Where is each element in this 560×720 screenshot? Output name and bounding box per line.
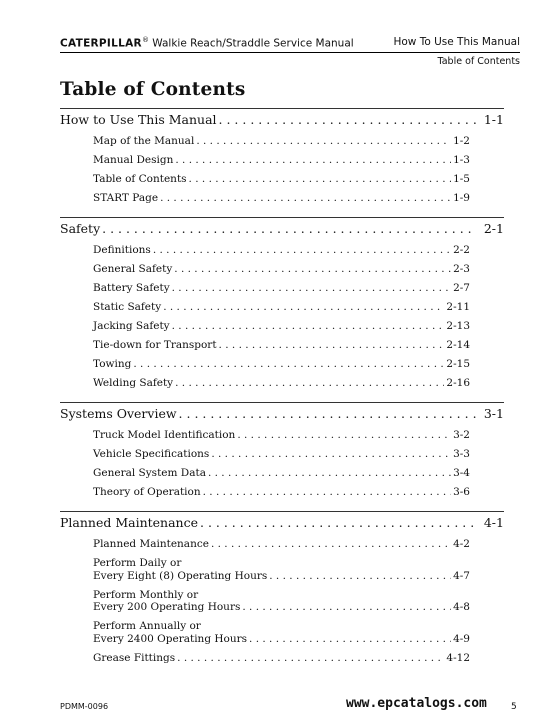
- dot-leader: [175, 377, 444, 390]
- dot-leader: [163, 301, 444, 314]
- entry-page: 4-7: [453, 569, 470, 582]
- toc-entry[interactable]: [93, 486, 470, 499]
- dot-leader: [237, 429, 451, 442]
- entry-page: 3-2: [453, 428, 470, 441]
- watermark: www.epcatalogs.com: [346, 696, 487, 711]
- dot-leader: [133, 358, 444, 371]
- table-of-contents: [60, 108, 504, 677]
- page-title: Table of Contents: [60, 79, 246, 100]
- toc-section: [60, 402, 504, 511]
- toc-entry[interactable]: [93, 538, 470, 551]
- entry-title: Manual Design: [93, 153, 174, 166]
- dot-leader: [200, 512, 476, 534]
- dot-leader: [219, 339, 445, 352]
- section-entries: [60, 240, 470, 402]
- toc-entry[interactable]: [93, 377, 470, 390]
- section-page: 1-1: [483, 112, 504, 127]
- page-number: 5: [511, 702, 517, 712]
- entry-title: Every Eight (8) Operating Hours: [93, 569, 268, 582]
- section-entries: [60, 425, 470, 511]
- entry-page: 1-3: [453, 153, 470, 166]
- header-subsection: Table of Contents: [437, 56, 520, 67]
- entry-title: Jacking Safety: [93, 319, 170, 332]
- dot-leader: [211, 538, 451, 551]
- section-page: 3-1: [483, 405, 504, 421]
- entry-page: 1-9: [453, 191, 470, 204]
- dot-leader: [179, 403, 476, 425]
- entry-title: Theory of Operation: [93, 485, 201, 498]
- toc-section: [60, 108, 504, 217]
- section-page: 2-1: [483, 220, 504, 236]
- dot-leader: [196, 135, 451, 148]
- dot-leader: [189, 173, 452, 186]
- entry-title: Tie-down for Transport: [93, 338, 217, 351]
- entry-page: 1-2: [453, 135, 470, 147]
- entry-title: General System Data: [93, 466, 206, 479]
- dot-leader: [211, 448, 451, 461]
- toc-entry[interactable]: [93, 282, 470, 295]
- entry-title: Vehicle Specifications: [93, 447, 210, 460]
- section-title: Safety: [60, 220, 101, 236]
- entry-title: START Page: [93, 191, 159, 204]
- toc-entry[interactable]: [93, 339, 470, 352]
- entry-title: Battery Safety: [93, 281, 170, 294]
- entry-page: 4-8: [453, 601, 470, 614]
- dot-leader: [177, 652, 444, 665]
- entry-title: Static Safety: [93, 300, 162, 313]
- section-title: Systems Overview: [60, 405, 177, 421]
- entry-title: Grease Fittings: [93, 652, 176, 665]
- toc-entry[interactable]: [93, 135, 470, 148]
- dot-leader: [203, 486, 451, 499]
- toc-entry[interactable]: [93, 192, 470, 205]
- entry-page: 2-15: [446, 357, 470, 370]
- entry-title: Map of the Manual: [93, 135, 195, 147]
- section-heading[interactable]: [60, 218, 504, 240]
- dot-leader: [242, 601, 451, 614]
- toc-entry[interactable]: [93, 589, 470, 615]
- toc-entry[interactable]: [93, 244, 470, 257]
- entry-page: 2-11: [446, 300, 470, 313]
- dot-leader: [172, 282, 451, 295]
- toc-entry[interactable]: [93, 263, 470, 276]
- dot-leader: [219, 109, 476, 131]
- section-title: Planned Maintenance: [60, 514, 199, 530]
- section-entries: [60, 131, 470, 217]
- entry-page: 2-3: [453, 262, 470, 275]
- entry-page: 3-3: [453, 447, 470, 460]
- dot-leader: [153, 244, 451, 257]
- entry-title: Welding Safety: [93, 376, 174, 389]
- entry-page: 2-16: [446, 376, 470, 389]
- toc-entry[interactable]: [93, 358, 470, 371]
- section-entries: [60, 534, 470, 677]
- toc-entry[interactable]: [93, 448, 470, 461]
- dot-leader: [102, 218, 476, 240]
- header-rule: [60, 52, 520, 53]
- toc-entry[interactable]: [93, 154, 470, 167]
- registered-mark: ®: [141, 36, 149, 44]
- entry-page: 2-7: [453, 281, 470, 294]
- entry-title: Truck Model Identification: [93, 428, 236, 441]
- toc-entry[interactable]: [93, 429, 470, 442]
- entry-title-line: Perform Monthly or: [93, 588, 199, 601]
- entry-page: 3-6: [453, 485, 470, 498]
- section-heading[interactable]: [60, 109, 504, 131]
- entry-page: 1-5: [453, 172, 470, 185]
- entry-page: 4-12: [446, 652, 470, 665]
- entry-title: Planned Maintenance: [93, 537, 209, 550]
- header-section: How To Use This Manual: [393, 36, 520, 48]
- entry-page: 2-2: [453, 243, 470, 256]
- dot-leader: [172, 320, 445, 333]
- entry-page: 2-13: [446, 319, 470, 332]
- toc-entry[interactable]: [93, 557, 470, 583]
- toc-entry[interactable]: [93, 320, 470, 333]
- entry-title: General Safety: [93, 262, 173, 275]
- dot-leader: [208, 467, 451, 480]
- manual-title: Walkie Reach/Straddle Service Manual: [148, 37, 354, 50]
- toc-entry[interactable]: [93, 620, 470, 646]
- toc-section: [60, 511, 504, 677]
- entry-title: Table of Contents: [93, 172, 187, 185]
- header-manual-title: [60, 36, 354, 50]
- entry-page: 4-2: [453, 537, 470, 550]
- entry-title: Every 200 Operating Hours: [93, 601, 241, 614]
- entry-title-line: Perform Annually or: [93, 620, 201, 633]
- entry-title: Definitions: [93, 243, 151, 256]
- section-page: 4-1: [483, 514, 504, 530]
- toc-entry[interactable]: [93, 173, 470, 186]
- entry-page: 3-4: [453, 466, 470, 479]
- toc-entry[interactable]: [93, 301, 470, 314]
- section-title: How to Use This Manual: [60, 112, 217, 127]
- entry-title-line: Perform Daily or: [93, 556, 182, 569]
- entry-page: 4-9: [453, 633, 470, 646]
- entry-page: 2-14: [446, 338, 470, 351]
- brand-name: CATERPILLAR: [60, 37, 142, 50]
- dot-leader: [249, 633, 451, 646]
- footer-doc-id: PDMM-0096: [60, 702, 109, 711]
- entry-title: Every 2400 Operating Hours: [93, 633, 248, 646]
- toc-entry[interactable]: [93, 467, 470, 480]
- dot-leader: [269, 570, 451, 583]
- section-heading[interactable]: [60, 512, 504, 534]
- toc-section: [60, 217, 504, 402]
- section-heading[interactable]: [60, 403, 504, 425]
- dot-leader: [160, 192, 451, 205]
- dot-leader: [175, 154, 451, 167]
- toc-entry[interactable]: [93, 652, 470, 665]
- dot-leader: [174, 263, 451, 276]
- entry-title: Towing: [93, 357, 132, 370]
